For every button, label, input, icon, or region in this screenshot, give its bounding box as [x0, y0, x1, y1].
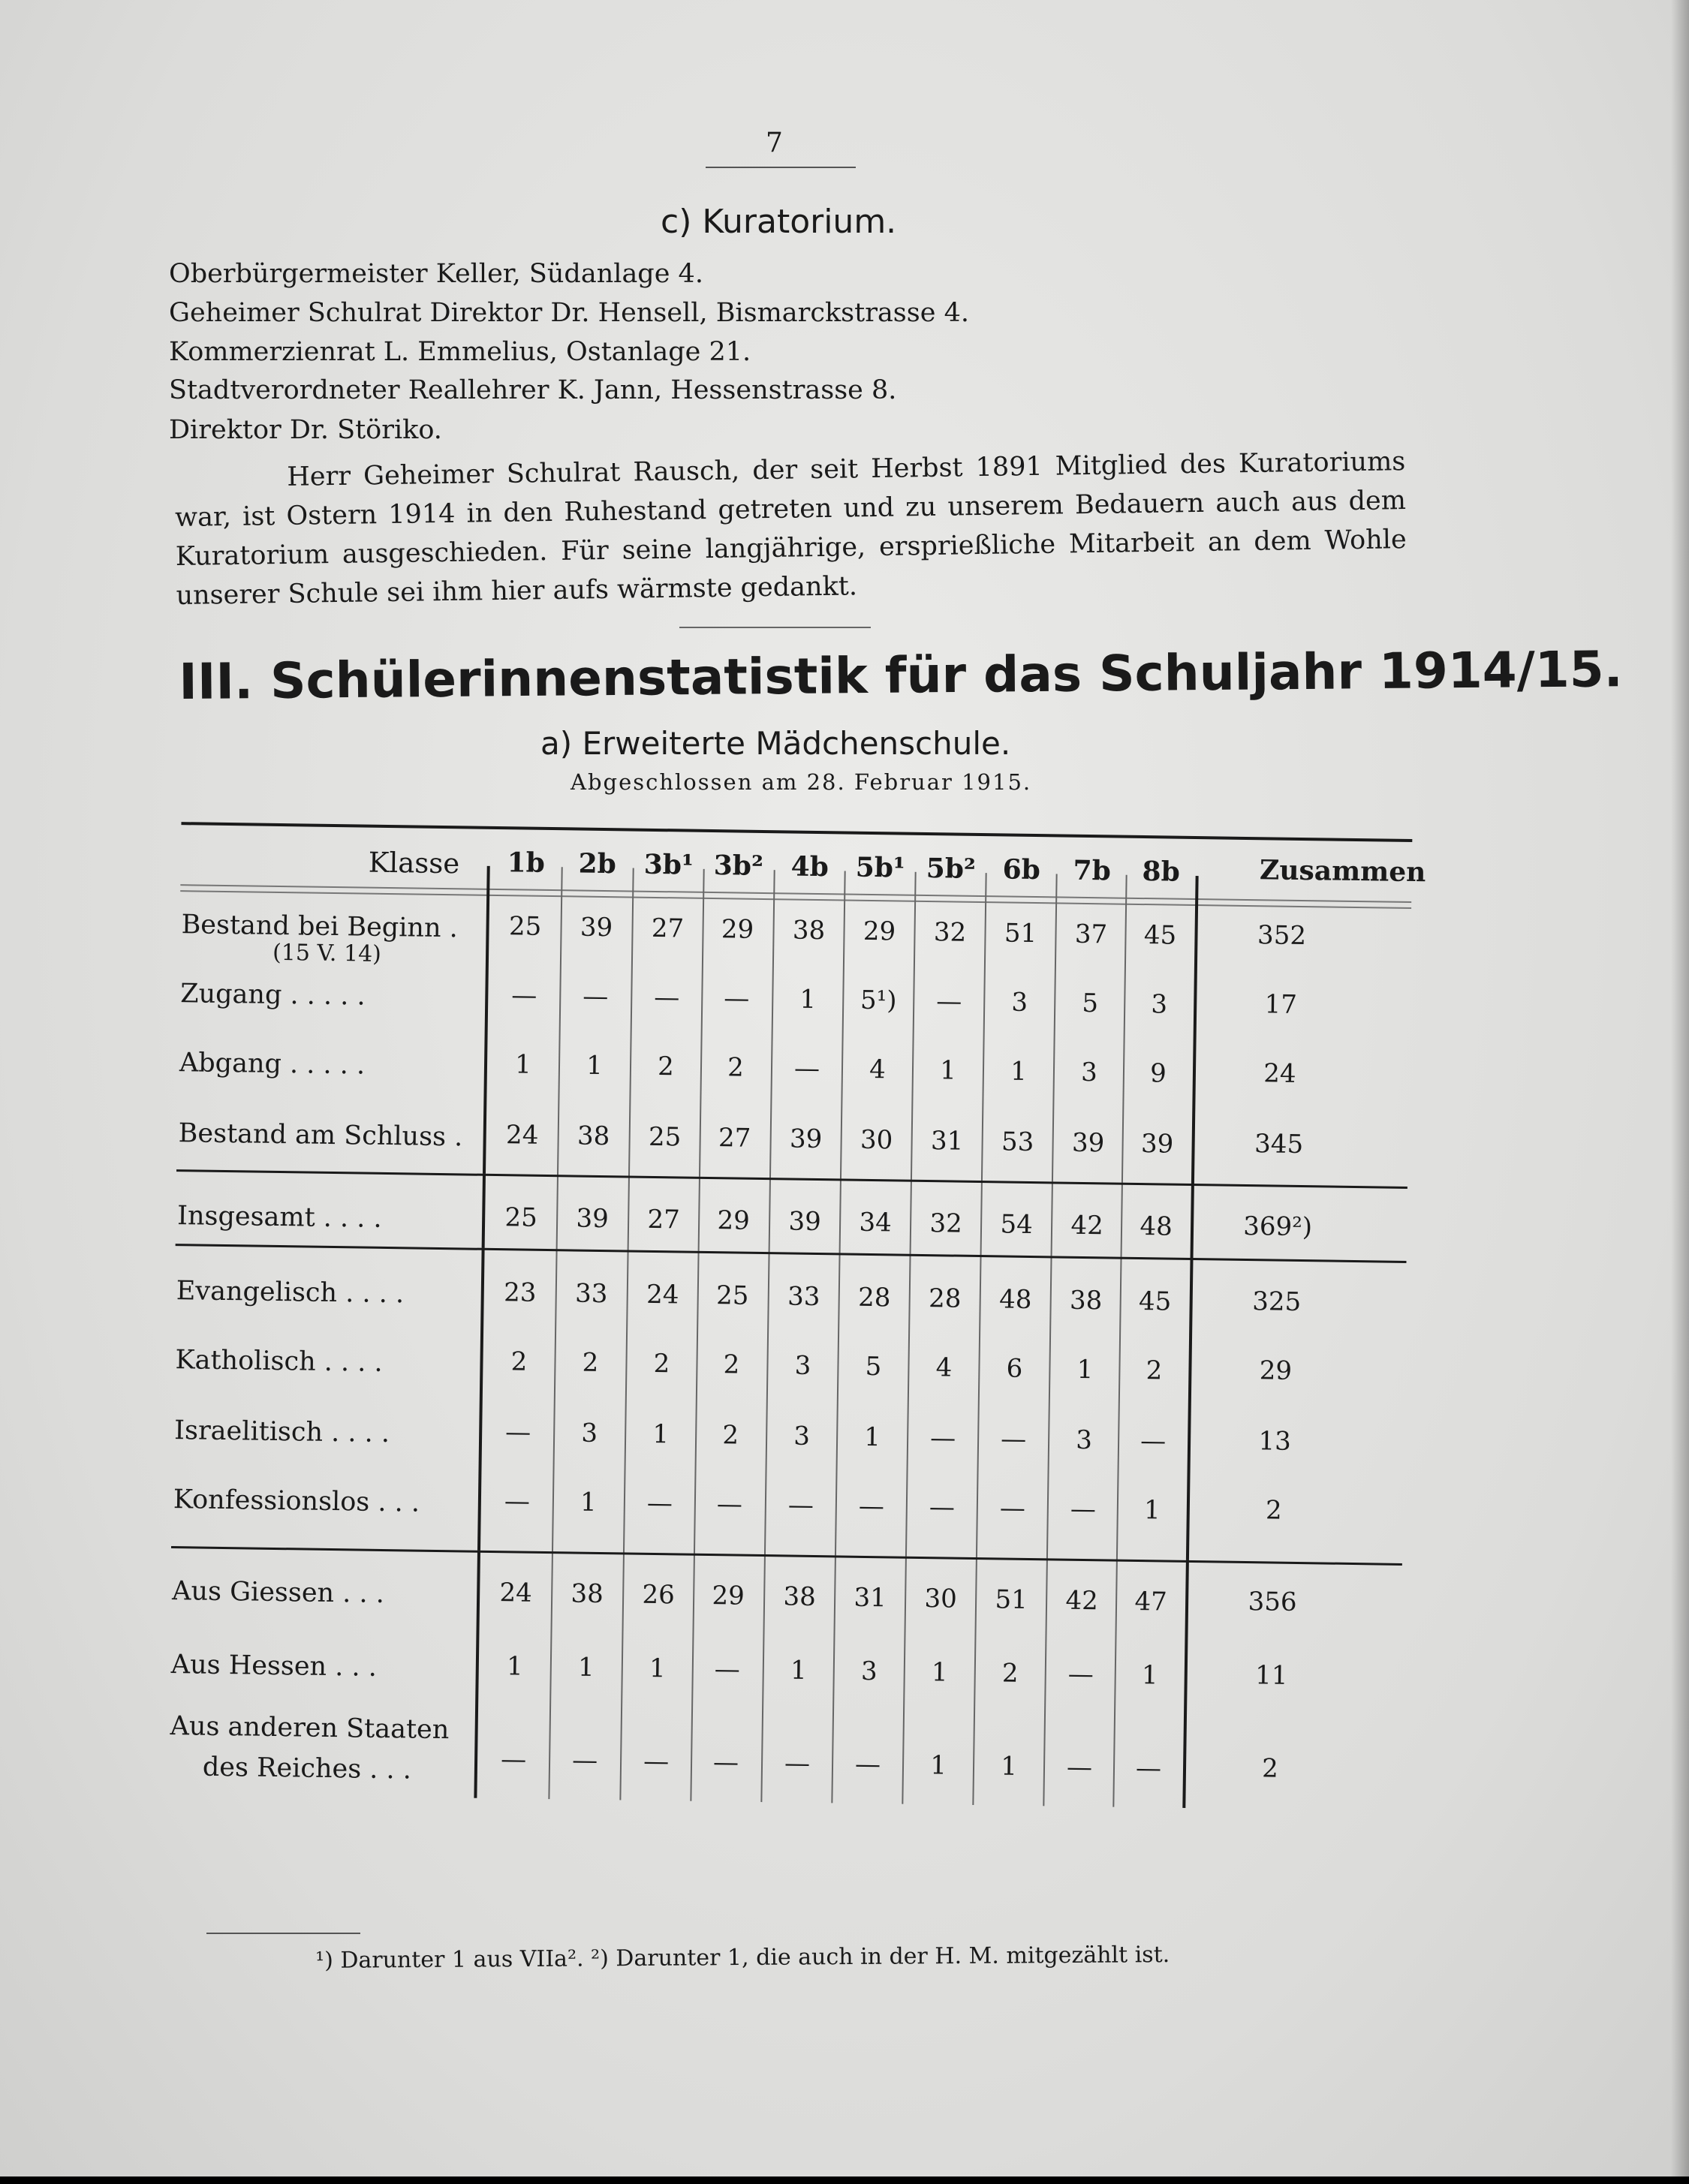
row-label: Aus Giessen . . .: [171, 1576, 385, 1610]
table-cell: 39: [789, 1124, 823, 1155]
table-cell: 2: [653, 1348, 670, 1379]
table-cell: —: [1140, 1426, 1167, 1457]
table-cell: 39: [580, 912, 613, 943]
table-cell: 34: [859, 1207, 893, 1238]
table-column-divider: [627, 1175, 629, 1250]
table-cell: 2: [723, 1349, 740, 1380]
table-cell: 2: [722, 1420, 739, 1451]
table-cell: 27: [651, 913, 685, 944]
table-cell: 29: [721, 914, 754, 945]
row-sublabel: (15 V. 14): [272, 939, 382, 967]
table-cell: 2: [1146, 1355, 1163, 1386]
kuratorium-paragraph-text: Herr Geheimer Schulrat Rausch, der seit Herbst 1891 Mitglied des Kuratoriums war, ist Ostern 1914 in den Ruhestand getreten und zu unserem Bedauern auch aus dem Kuratorium ausgeschieden. Für seine langjährige, ersprießliche Mitarbeit an dem Wohle unserer Schule sei ihm hier aufs wärmste gedankt.: [174, 447, 1407, 611]
table-cell: —: [646, 1488, 673, 1519]
table-cell: 3: [1011, 987, 1028, 1018]
table-cell: —: [583, 981, 609, 1012]
total-cell: 11: [1254, 1660, 1288, 1691]
table-cell: 3: [1151, 989, 1168, 1020]
column-header: 1b: [507, 847, 546, 879]
table-cell: 29: [717, 1205, 751, 1236]
table-cell: 31: [854, 1582, 887, 1614]
table-cell: 1: [649, 1653, 666, 1684]
table-cell: 32: [933, 917, 967, 948]
kuratorium-member: Kommerzienrat L. Emmelius, Ostanlage 21.: [169, 337, 751, 367]
column-header: 5b²: [926, 852, 977, 885]
table-cell: 51: [1004, 918, 1037, 949]
table-cell: 32: [929, 1208, 963, 1239]
table-cell: 24: [646, 1279, 679, 1310]
total-cell: 345: [1254, 1129, 1304, 1160]
table-cell: 47: [1134, 1586, 1168, 1617]
table-cell: 31: [930, 1126, 964, 1157]
table-column-divider: [555, 1175, 558, 1249]
table-major-divider: [482, 1174, 486, 1248]
total-cell: 352: [1257, 920, 1307, 952]
table-cell: 25: [508, 911, 542, 942]
table-cell: 1: [939, 1055, 957, 1086]
total-cell: 2: [1261, 1753, 1279, 1784]
table-cell: 1: [864, 1421, 881, 1453]
table-cell: —: [500, 1744, 527, 1775]
column-header: 7b: [1073, 854, 1112, 887]
table-cell: —: [1135, 1753, 1162, 1784]
table-cell: 1: [1000, 1751, 1018, 1782]
total-cell: 2: [1265, 1495, 1282, 1526]
table-cell: —: [854, 1749, 881, 1780]
table-cell: 2: [510, 1346, 528, 1377]
footnote-rule: [206, 1933, 360, 1934]
table-group-rule: [176, 1169, 1408, 1189]
table-cell: 1: [1010, 1056, 1028, 1087]
table-cell: 30: [860, 1124, 893, 1156]
table-cell: 1: [1143, 1495, 1161, 1526]
table-cell: 38: [571, 1578, 604, 1610]
table-cell: —: [712, 1747, 739, 1778]
table-cell: 28: [928, 1283, 962, 1314]
table-cell: 1: [931, 1657, 948, 1688]
table-cell: 38: [792, 915, 826, 946]
table-top-rule: [181, 822, 1412, 842]
table-cell: —: [999, 1493, 1026, 1524]
table-cell: 1: [580, 1487, 597, 1518]
table-cell: —: [787, 1490, 814, 1521]
table-cell: 27: [647, 1204, 681, 1235]
table-cell: —: [858, 1491, 885, 1522]
table-cell: —: [511, 980, 537, 1011]
kuratorium-member: Direktor Dr. Störiko.: [169, 415, 442, 445]
row-sublabel: des Reiches . . .: [202, 1752, 412, 1785]
table-cell: —: [929, 1423, 956, 1454]
table-cell: 3: [1080, 1057, 1098, 1088]
total-cell: 17: [1264, 989, 1298, 1020]
table-cell: 5¹): [860, 985, 897, 1016]
table-column-divider: [768, 1178, 770, 1252]
table-cell: 33: [787, 1281, 820, 1313]
table-cell: —: [714, 1654, 741, 1685]
column-header: 5b¹: [855, 851, 906, 884]
table-cell: 29: [863, 916, 896, 947]
table-cell: 42: [1065, 1585, 1099, 1617]
table-cell: 53: [1001, 1127, 1034, 1158]
row-label: Aus anderen Staaten: [170, 1711, 450, 1746]
table-cell: 45: [1138, 1286, 1172, 1317]
table-cell: 28: [857, 1282, 891, 1313]
closing-date: Abgeschlossen am 28. Februar 1915.: [571, 769, 1032, 795]
table-cell: —: [1000, 1424, 1027, 1454]
table-cell: 3: [581, 1418, 598, 1448]
kuratorium-member: Oberbürgermeister Keller, Südanlage 4.: [169, 259, 703, 289]
table-cell: 4: [935, 1352, 953, 1383]
table-cell: 30: [924, 1584, 958, 1614]
table-cell: 23: [503, 1277, 537, 1308]
table-major-divider: [1191, 1184, 1194, 1258]
section-heading: III. Schülerinnenstatistik für das Schuljahr 1914/15.: [179, 640, 1624, 711]
table-cell: 39: [1140, 1129, 1174, 1160]
total-cell: 325: [1251, 1286, 1302, 1318]
total-header: Zusammen: [1259, 854, 1426, 889]
table-cell: 3: [794, 1350, 811, 1381]
table-cell: 2: [1001, 1658, 1019, 1689]
total-cell: 369²): [1242, 1211, 1313, 1243]
row-label: Bestand am Schluss .: [178, 1118, 463, 1153]
total-cell: 356: [1248, 1587, 1297, 1617]
table-cell: 39: [576, 1203, 610, 1235]
table-cell: 54: [1000, 1209, 1034, 1241]
table-cell: —: [643, 1746, 670, 1777]
table-cell: 3: [1076, 1424, 1093, 1456]
table-cell: 25: [715, 1280, 749, 1311]
kuratorium-heading: c) Kuratorium.: [661, 203, 897, 241]
table-cell: 4: [869, 1054, 887, 1085]
column-header: 4b: [790, 850, 829, 883]
row-label: Insgesamt . . . .: [176, 1201, 382, 1234]
table-cell: 1: [929, 1750, 947, 1781]
table-cell: 37: [1074, 919, 1108, 950]
table-cell: 5: [1082, 988, 1099, 1019]
table-cell: 27: [718, 1123, 751, 1154]
table-cell: 1: [790, 1655, 807, 1686]
row-label: Katholisch . . . .: [175, 1345, 383, 1378]
table-cell: —: [784, 1748, 811, 1779]
table-cell: 1: [1141, 1660, 1158, 1691]
row-label: Israelitisch . . . .: [173, 1415, 390, 1449]
table-cell: 1: [577, 1652, 595, 1683]
column-header: 6b: [1002, 853, 1041, 886]
table-cell: —: [716, 1489, 743, 1520]
page-edge-shadow: [1671, 0, 1689, 2176]
table-cell: —: [793, 1053, 820, 1084]
page-number-rule: [706, 167, 856, 168]
table-cell: 5: [865, 1351, 882, 1382]
table-cell: 45: [1143, 920, 1177, 951]
table-cell: 9: [1149, 1058, 1167, 1089]
table-cell: 48: [998, 1284, 1032, 1316]
row-label: Bestand bei Beginn .: [181, 910, 459, 944]
table-cell: 3: [860, 1656, 878, 1687]
table-cell: —: [1066, 1752, 1093, 1783]
table-cell: 6: [1006, 1353, 1023, 1384]
table-cell: 2: [657, 1051, 675, 1082]
row-label: Aus Hessen . . .: [170, 1650, 378, 1683]
table-cell: 42: [1070, 1210, 1104, 1241]
table-cell: 24: [505, 1120, 539, 1151]
total-cell: 24: [1263, 1058, 1296, 1089]
table-cell: —: [1067, 1659, 1094, 1690]
table-cell: —: [504, 1486, 531, 1517]
table-cell: 39: [788, 1206, 822, 1238]
column-header: 8b: [1142, 856, 1181, 888]
table-cell: 38: [783, 1581, 817, 1613]
column-header: 3b¹: [643, 848, 694, 881]
section-subheading: a) Erweiterte Mädchenschule.: [540, 725, 1011, 762]
column-header: 3b²: [713, 850, 764, 882]
section-divider: [679, 627, 871, 628]
footnote: ¹) Darunter 1 aus VIIa². ²) Darunter 1, die auch in der H. M. mitgezählt ist.: [315, 1942, 1170, 1974]
table-cell: —: [1070, 1494, 1097, 1525]
table-cell: —: [654, 982, 680, 1013]
table-cell: 1: [1076, 1354, 1094, 1385]
row-label: Evangelisch . . . .: [176, 1276, 405, 1310]
table-cell: 1: [506, 1651, 523, 1682]
total-cell: 13: [1258, 1426, 1292, 1457]
table-cell: 3: [793, 1421, 811, 1451]
table-cell: 29: [712, 1581, 745, 1611]
kuratorium-member: Stadtverordneter Reallehrer K. Jann, Hessenstrasse 8.: [169, 375, 897, 405]
table-cell: —: [504, 1417, 531, 1448]
table-cell: 2: [582, 1347, 599, 1378]
table-cell: 33: [574, 1278, 608, 1310]
table-cell: —: [929, 1492, 956, 1523]
table-cell: 48: [1140, 1211, 1173, 1242]
table-cell: 51: [995, 1584, 1028, 1615]
table-group-rule: [171, 1546, 1402, 1566]
row-label: Zugang . . . . .: [180, 979, 366, 1012]
table-group-rule: [176, 1244, 1407, 1263]
class-header: Klasse: [368, 846, 460, 880]
table-cell: 1: [514, 1049, 532, 1080]
table-cell: 39: [1071, 1127, 1105, 1159]
table-cell: —: [571, 1745, 598, 1776]
table-cell: 24: [499, 1578, 533, 1608]
table-cell: 2: [727, 1052, 745, 1083]
table-cell: 1: [799, 984, 817, 1015]
page-number: 7: [766, 128, 783, 158]
kuratorium-paragraph: [174, 442, 1408, 615]
row-label: Konfessionslos . . .: [173, 1485, 420, 1518]
table-cell: 25: [648, 1121, 682, 1153]
table-cell: 26: [642, 1579, 676, 1611]
kuratorium-member: Geheimer Schulrat Direktor Dr. Hensell, Bismarckstrasse 4.: [169, 298, 969, 328]
table-cell: 25: [504, 1202, 538, 1233]
table-cell: 1: [652, 1418, 670, 1450]
table-cell: 38: [577, 1121, 610, 1152]
table-cell: —: [935, 986, 962, 1017]
total-cell: 29: [1259, 1355, 1293, 1386]
column-header: 2b: [578, 847, 617, 880]
table-cell: 1: [586, 1050, 604, 1081]
row-label: Abgang . . . . .: [179, 1048, 366, 1081]
statistics-table: [158, 796, 1435, 1939]
table-cell: —: [724, 983, 750, 1014]
table-cell: 38: [1069, 1285, 1103, 1316]
